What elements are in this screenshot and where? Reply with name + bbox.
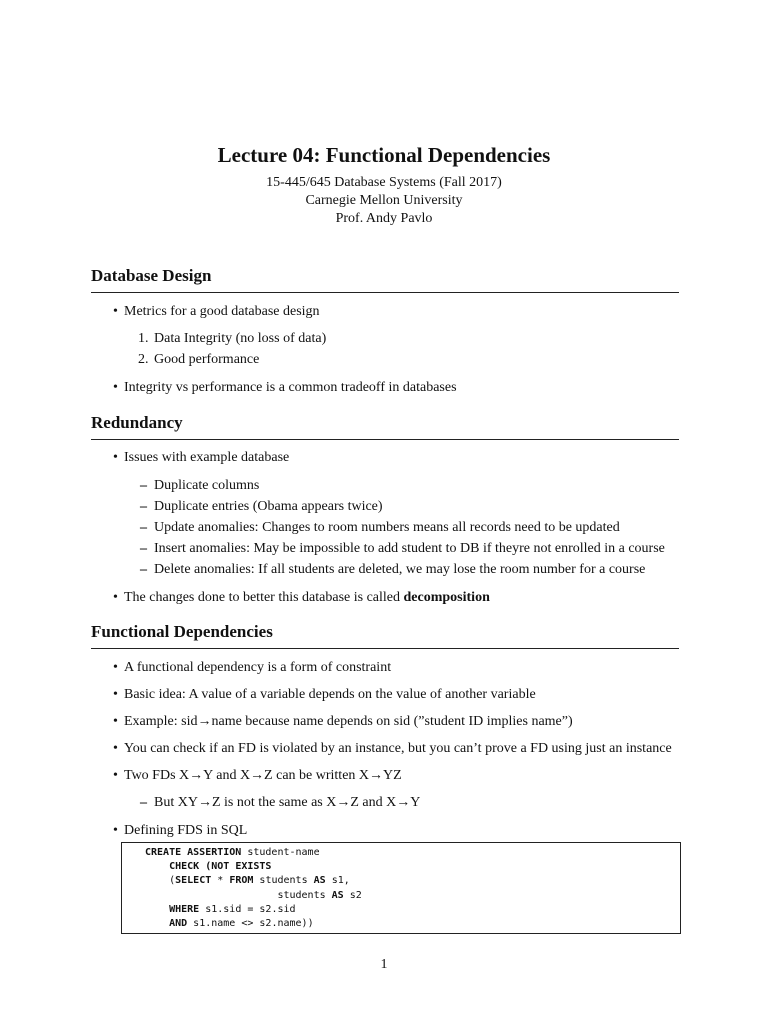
section-functional-dependencies bbox=[91, 621, 679, 840]
list-item: • Defining FDS in SQL bbox=[91, 822, 679, 840]
code-text: * bbox=[211, 875, 230, 887]
section-heading: Functional Dependencies bbox=[91, 621, 679, 649]
section-redundancy bbox=[91, 412, 679, 607]
list-item: – But XY→Z is not the same as X→Z and X→Y bbox=[91, 794, 679, 812]
code-text: s2 bbox=[343, 889, 362, 901]
code-keyword: CREATE ASSERTION bbox=[145, 847, 242, 858]
section-heading: Redundancy bbox=[91, 412, 679, 440]
list-item-text: Good performance bbox=[154, 352, 260, 367]
list-item bbox=[91, 351, 679, 369]
list-item: • Two FDs X→Y and X→Z can be written X→YZ bbox=[91, 767, 679, 785]
list-item bbox=[91, 589, 679, 607]
section-heading: Database Design bbox=[91, 265, 679, 293]
code-keyword: CHECK (NOT EXISTS bbox=[169, 861, 272, 873]
list-item: – Duplicate entries (Obama appears twice) bbox=[91, 498, 679, 516]
code-text: students bbox=[277, 889, 332, 901]
list-item-text: Data Integrity (no loss of data) bbox=[154, 331, 327, 346]
bullet-list bbox=[91, 822, 679, 840]
list-item: • A functional dependency is a form of constraint bbox=[91, 659, 679, 677]
code-text: s1.sid = s2.sid bbox=[199, 903, 296, 915]
list-item-text: The changes done to better this database is called bbox=[124, 590, 404, 605]
emphasis-term: decomposition bbox=[403, 590, 490, 605]
code-keyword: SELECT bbox=[175, 875, 212, 887]
code-keyword: AND bbox=[169, 918, 188, 930]
list-item: • You can check if an FD is violated by an instance, but you can’t prove a FD using just an instance bbox=[91, 740, 679, 758]
list-item: • Issues with example database bbox=[91, 449, 679, 467]
code-text: students bbox=[253, 875, 314, 887]
list-item bbox=[91, 330, 679, 348]
university-name: Carnegie Mellon University bbox=[305, 193, 463, 208]
list-item: – Duplicate columns bbox=[91, 477, 679, 495]
bullet-list bbox=[91, 659, 679, 785]
list-item: • Basic idea: A value of a variable depends on the value of another variable bbox=[91, 686, 679, 704]
bullet-list bbox=[91, 589, 679, 607]
section-database-design bbox=[91, 265, 679, 397]
code-text: ( bbox=[169, 875, 176, 887]
code-text: s1.name <> s2.name)) bbox=[187, 918, 314, 930]
list-item: • Integrity vs performance is a common tradeoff in databases bbox=[91, 379, 679, 397]
code-keyword: WHERE bbox=[169, 903, 200, 915]
code-keyword: FROM bbox=[229, 875, 254, 887]
bullet-list bbox=[91, 303, 679, 321]
code-text: s1, bbox=[325, 875, 350, 887]
list-item: – Delete anomalies: If all students are deleted, we may lose the room number for a course bbox=[91, 561, 679, 579]
list-item: – Update anomalies: Changes to room numbers means all records need to be updated bbox=[91, 519, 679, 537]
list-number: 1. bbox=[138, 331, 149, 346]
bullet-list bbox=[91, 449, 679, 467]
title-block bbox=[0, 140, 768, 228]
dash-list bbox=[91, 477, 679, 579]
list-item: • Example: sid→name because name depends on sid (”student ID implies name”) bbox=[91, 713, 679, 731]
sql-code-block bbox=[121, 842, 681, 934]
course-name: 15-445/645 Database Systems (Fall 2017) bbox=[266, 175, 502, 190]
code-text: student-name bbox=[241, 847, 320, 858]
list-item: • Metrics for a good database design bbox=[91, 303, 679, 321]
code-keyword: AS bbox=[313, 875, 326, 887]
dash-list bbox=[91, 794, 679, 812]
professor-name: Prof. Andy Pavlo bbox=[335, 211, 433, 226]
bullet-list bbox=[91, 379, 679, 397]
page-number: 1 bbox=[380, 957, 388, 972]
code-keyword: AS bbox=[331, 889, 344, 901]
list-number: 2. bbox=[138, 352, 149, 367]
list-item: – Insert anomalies: May be impossible to add student to DB if theyre not enrolled in a course bbox=[91, 540, 679, 558]
lecture-title: Lecture 04: Functional Dependencies bbox=[217, 143, 551, 167]
numbered-list bbox=[91, 330, 679, 369]
